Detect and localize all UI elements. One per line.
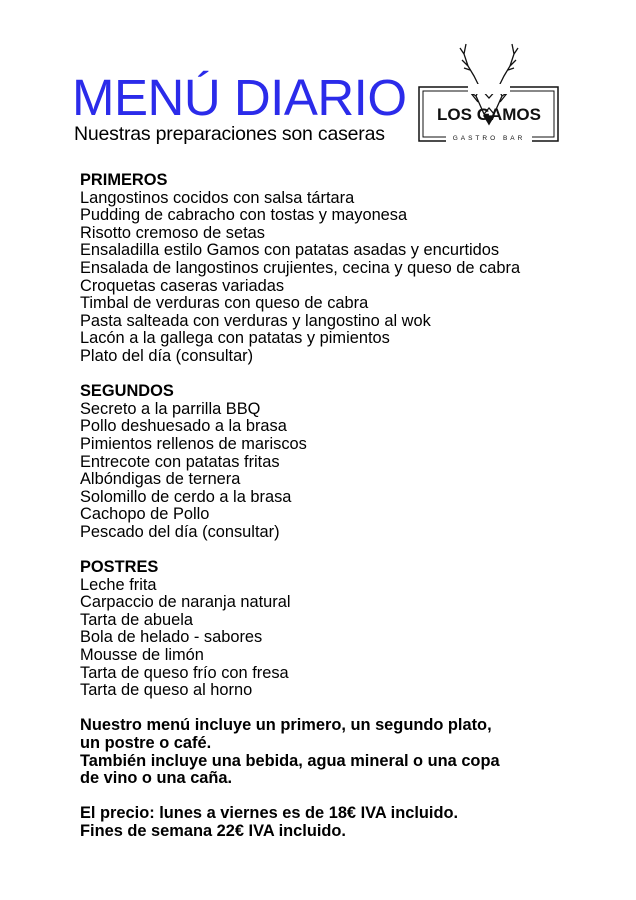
menu-item: Leche frita	[80, 575, 157, 594]
menu-item: Cachopo de Pollo	[80, 505, 210, 524]
menu-item: Entrecote con patatas fritas	[80, 452, 280, 471]
menu-item: Pasta salteada con verduras y langostino al wok	[80, 311, 431, 330]
menu-item: Pudding de cabracho con tostas y mayonesa	[80, 206, 408, 225]
menu-item: Pimientos rellenos de mariscos	[80, 434, 307, 453]
menu-item: Tarta de queso al horno	[80, 681, 253, 700]
menu-item: Ensaladilla estilo Gamos con patatas asadas y encurtidos	[80, 241, 500, 260]
logo-name: LOS GAMOS	[437, 105, 541, 124]
menu-item: Ensalada de langostinos crujientes, cecina y queso de cabra	[80, 258, 521, 277]
menu-item: Pescado del día (consultar)	[80, 522, 280, 541]
menu-item: Lacón a la gallega con patatas y pimientos	[80, 329, 390, 348]
menu-footer	[80, 717, 520, 840]
menu-section-segundos	[80, 383, 520, 541]
price-note	[80, 805, 520, 840]
footer-line: El precio: lunes a viernes es de 18€ IVA incluido.	[80, 804, 459, 823]
menu-section-postres	[80, 559, 520, 700]
page-title: MENÚ DIARIO	[72, 69, 407, 126]
menu-section-primeros	[80, 172, 520, 366]
footer-line: Fines de semana 22€ IVA incluido.	[80, 821, 346, 840]
menu-item: Plato del día (consultar)	[80, 346, 254, 365]
menu-item: Albóndigas de ternera	[80, 470, 241, 489]
logo-tagline: GASTRO BAR	[452, 135, 526, 142]
menu-item: Solomillo de cerdo a la brasa	[80, 487, 292, 506]
page-subtitle: Nuestras preparaciones son caseras	[74, 123, 385, 145]
menu-item: Timbal de verduras con queso de cabra	[80, 294, 369, 313]
footer-line: También incluye una bebida, agua mineral o una copa	[80, 751, 500, 770]
menu-item: Langostinos cocidos con salsa tártara	[80, 188, 355, 207]
menu-item: Carpaccio de naranja natural	[80, 593, 291, 612]
menu-item: Tarta de abuela	[80, 610, 193, 629]
footer-line: de vino o una caña.	[80, 769, 233, 788]
section-heading: SEGUNDOS	[80, 382, 174, 401]
menu-includes-note	[80, 717, 520, 787]
menu-item: Croquetas caseras variadas	[80, 276, 285, 295]
menu-item: Mousse de limón	[80, 646, 204, 665]
menu-content	[80, 172, 520, 858]
section-heading: POSTRES	[80, 558, 159, 577]
menu-item: Pollo deshuesado a la brasa	[80, 417, 287, 436]
menu-item: Risotto cremoso de setas	[80, 223, 265, 242]
menu-item: Bola de helado - sabores	[80, 628, 263, 647]
footer-line: Nuestro menú incluye un primero, un segundo plato,	[80, 716, 492, 735]
footer-line: un postre o café.	[80, 734, 212, 752]
section-heading: PRIMEROS	[80, 171, 168, 189]
menu-item: Tarta de queso frío con fresa	[80, 663, 289, 682]
los-gamos-logo	[418, 36, 560, 144]
menu-item: Secreto a la parrilla BBQ	[80, 399, 261, 418]
